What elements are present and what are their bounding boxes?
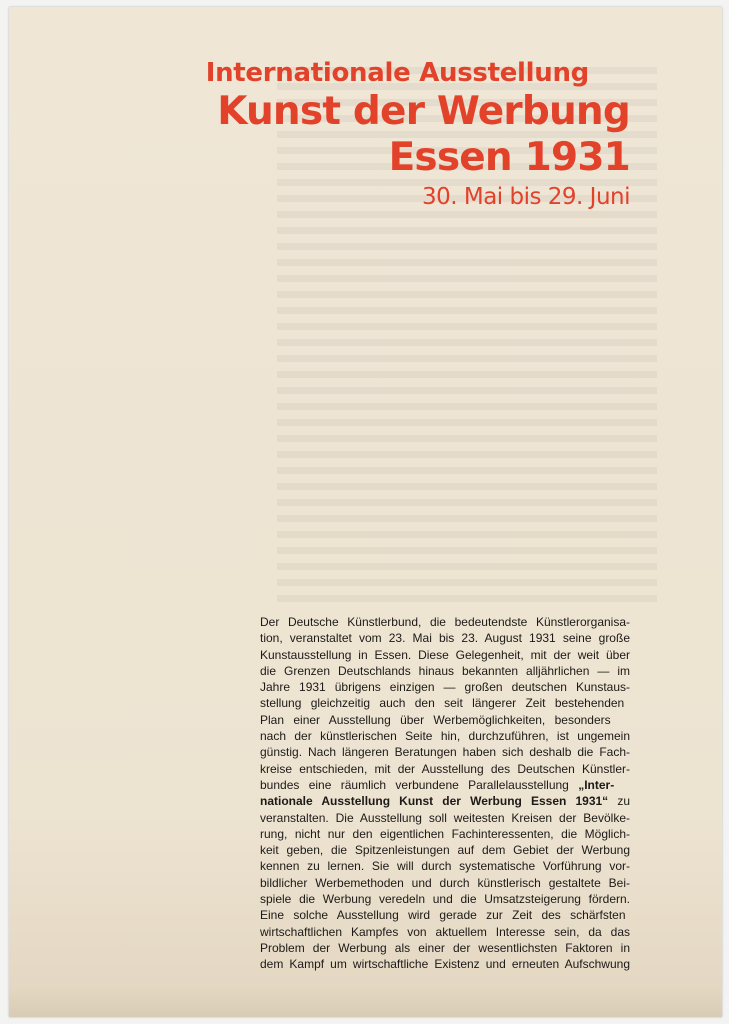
- body-line: spiele die Werbung veredeln und die Umsatzsteigerung fördern.: [260, 892, 630, 907]
- body-paragraph: [260, 614, 630, 973]
- bold-title-start: „Inter-: [578, 777, 615, 792]
- body-line-with-bold: [260, 777, 614, 793]
- body-line: kennen zu lernen. Sie will durch systematische Vorführung vor-: [260, 859, 630, 874]
- body-line: nach der künstlerischen Seite hin, durchzuführen, ist ungemein: [260, 729, 630, 744]
- body-line: kreise entschieden, mit der Ausstellung des Deutschen Künstler-: [260, 761, 630, 776]
- body-line: rung, nicht nur den eigentlichen Fachinteressenten, die Möglich-: [260, 826, 630, 841]
- body-line: wirtschaftlichen Kampfes von aktuellem Interesse sein, da das: [260, 924, 630, 939]
- body-line: bildlicher Werbemethoden und durch künstlerisch gestaltete Bei-: [260, 875, 630, 890]
- body-word: zu: [617, 794, 630, 809]
- bold-title-line: [260, 793, 630, 809]
- title-line-3: Essen 1931: [388, 135, 630, 180]
- body-line: Kunstausstellung in Essen. Diese Gelegenheit, mit der weit über: [260, 647, 630, 662]
- title-line-1: Internationale Ausstellung: [205, 58, 589, 88]
- body-line: veranstalten. Die Ausstellung soll weitesten Kreisen der Bevölke-: [260, 810, 630, 825]
- body-line: bundes eine räumlich verbundene Parallelausstellung: [260, 777, 569, 792]
- body-line: günstig. Nach längeren Beratungen haben sich deshalb die Fach-: [260, 745, 630, 760]
- body-line: Eine solche Ausstellung wird gerade zur Zeit des schärfsten: [260, 908, 626, 923]
- body-line: keit geben, die Spitzenleistungen auf dem Gebiet der Werbung: [260, 843, 630, 858]
- body-line: Problem der Werbung als einer der wesentlichsten Faktoren in: [260, 940, 630, 955]
- body-line: die Grenzen Deutschlands hinaus bekannten alljährlichen — im: [260, 663, 630, 678]
- body-line: Jahre 1931 übrigens einzigen — großen deutschen Kunstaus-: [260, 680, 630, 695]
- body-line: Der Deutsche Künstlerbund, die bedeutendste Künstlerorganisa-: [260, 615, 630, 629]
- body-line: tion, veranstaltet vom 23. Mai bis 23. August 1931 seine große: [260, 631, 630, 646]
- date-range: 30. Mai bis 29. Juni: [421, 184, 630, 210]
- title-line-2: Kunst der Werbung: [217, 89, 630, 134]
- bold-title: nationale Ausstellung Kunst der Werbung Essen 1931“: [260, 794, 609, 809]
- body-line: stellung gleichzeitig auch den seit längerer Zeit bestehenden: [260, 696, 625, 711]
- body-line: Plan einer Ausstellung über Werbemöglichkeiten, besonders: [260, 712, 611, 727]
- body-line: dem Kampf um wirtschaftliche Existenz und erneuten Aufschwung: [260, 957, 630, 972]
